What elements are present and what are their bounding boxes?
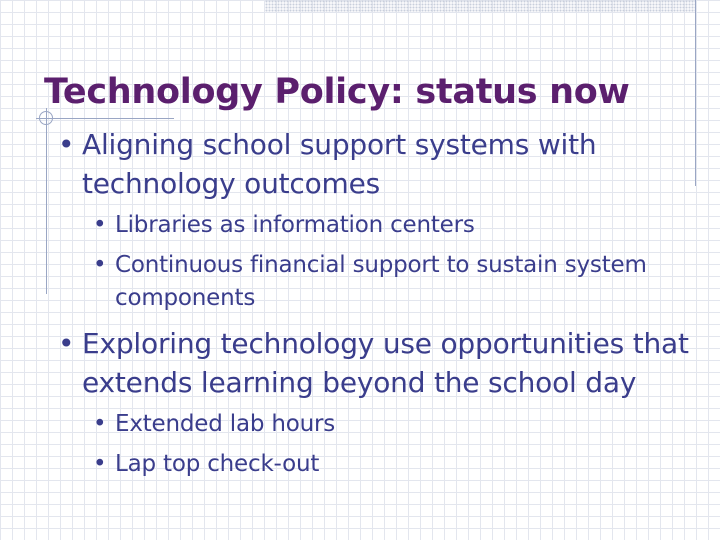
bullet-marker: •	[93, 252, 107, 278]
sub-bullet-item	[93, 249, 647, 315]
bullet-text-line: extends learning beyond the school day	[82, 366, 637, 399]
bullet-marker: •	[58, 128, 75, 161]
bullet-marker: •	[58, 327, 75, 360]
bullet-item	[58, 324, 689, 402]
sub-bullet-item	[93, 209, 475, 242]
decorative-dotted-band	[265, 0, 695, 12]
bullet-text-line: Exploring technology use opportunities that	[82, 327, 689, 360]
slide-title: Technology Policy: status now	[44, 72, 630, 112]
bullet-marker: •	[93, 411, 107, 437]
bullet-text-line: components	[115, 285, 256, 311]
bullet-text-line: Continuous financial support to sustain system	[115, 252, 647, 278]
bullet-marker: •	[93, 451, 107, 477]
sub-bullet-item	[93, 448, 320, 481]
decorative-circle-marker	[39, 111, 53, 125]
decorative-vertical-line-left	[46, 108, 47, 294]
sub-bullet-item	[93, 408, 336, 441]
bullet-text-line: Aligning school support systems with	[82, 128, 597, 161]
bullet-text-line: Lap top check-out	[115, 451, 320, 477]
bullet-item	[58, 125, 597, 203]
decorative-title-underline	[36, 118, 174, 119]
bullet-text-line: technology outcomes	[82, 167, 381, 200]
bullet-text-line: Extended lab hours	[115, 411, 336, 437]
decorative-vertical-line-right	[695, 0, 696, 186]
bullet-marker: •	[93, 212, 107, 238]
bullet-text-line: Libraries as information centers	[115, 212, 475, 238]
